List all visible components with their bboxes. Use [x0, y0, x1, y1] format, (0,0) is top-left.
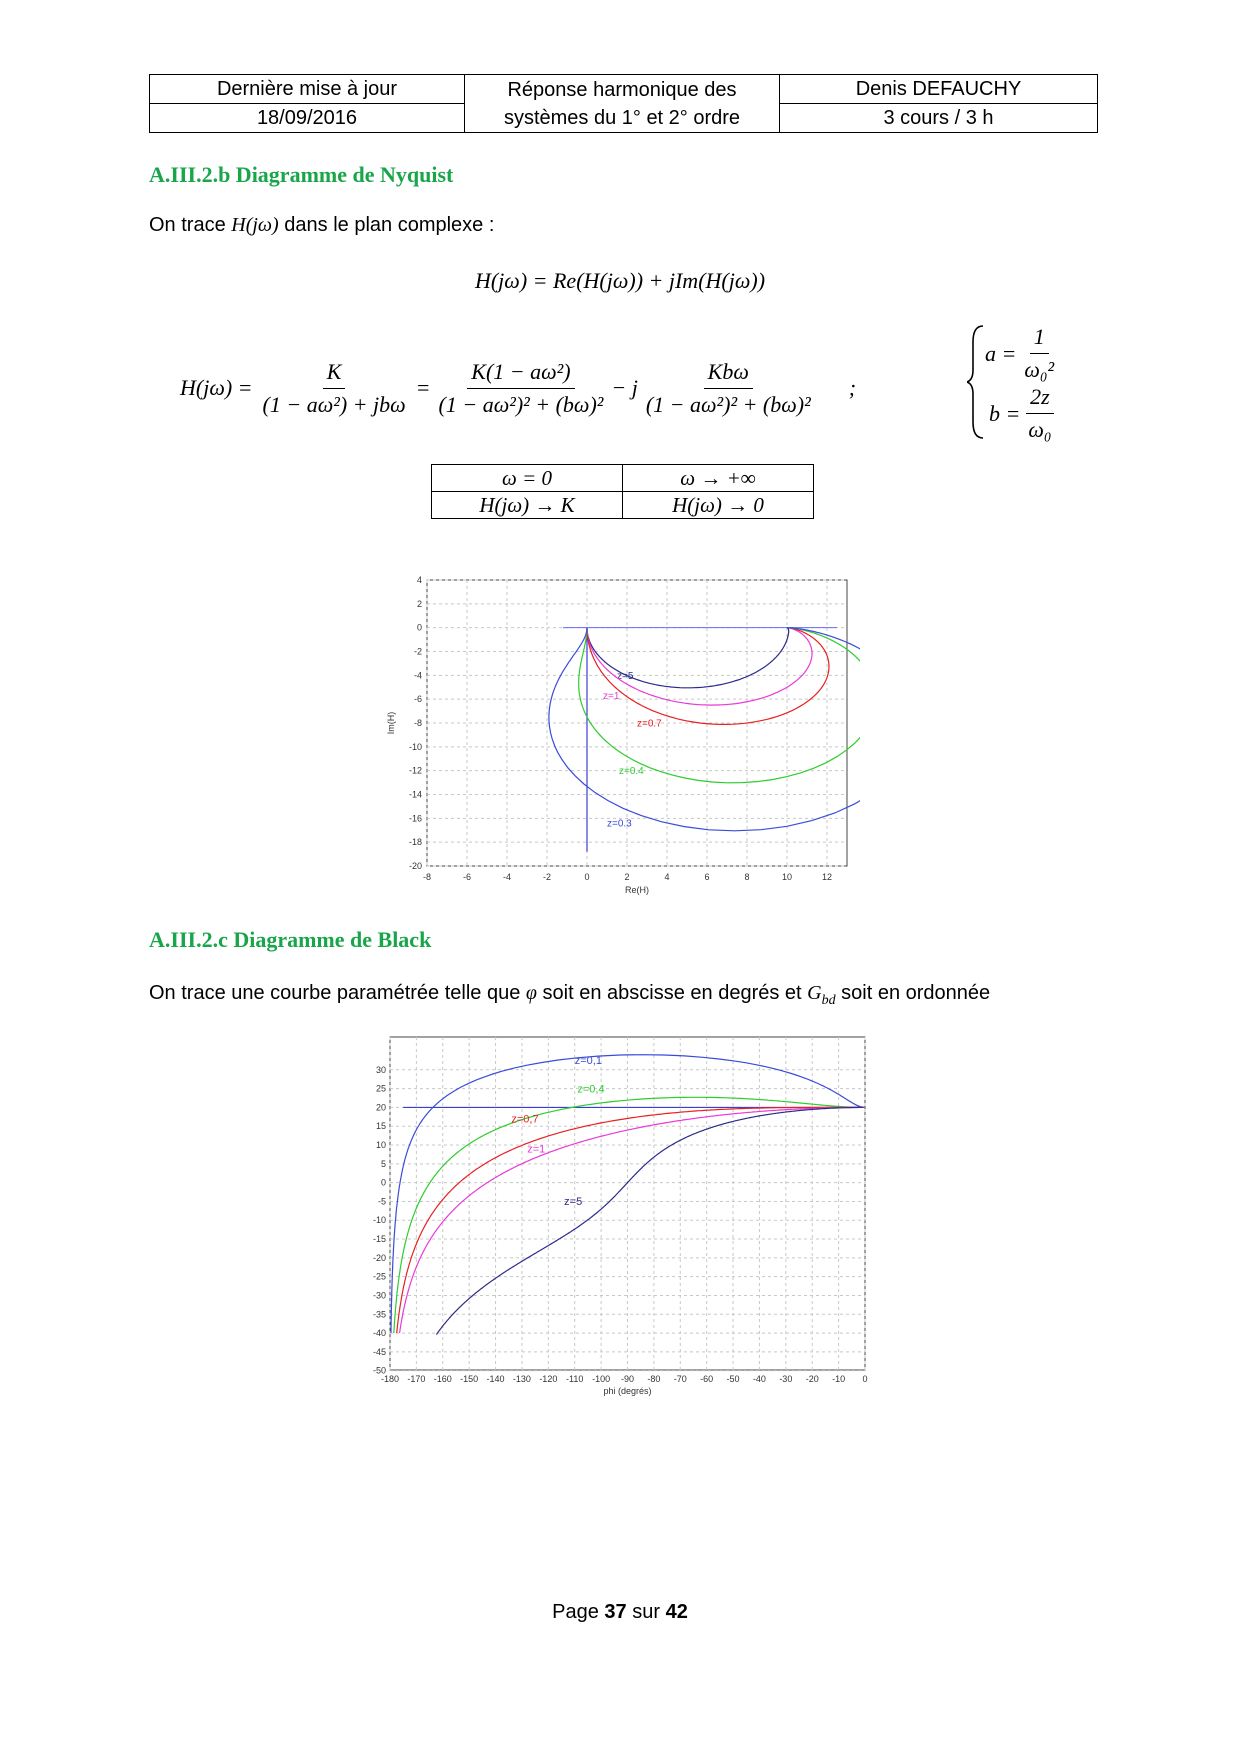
limits-cell: ω = 0: [432, 465, 623, 492]
y-tick-label: 10: [375, 1140, 386, 1151]
series-label: z=0,4: [577, 1083, 605, 1096]
nyquist-intro: [149, 214, 494, 237]
param-b-den: ω₀: [1028, 417, 1052, 442]
fraction-3-den: (1 − aω²)² + (bω)²: [645, 391, 811, 417]
y-tick-label: -4: [413, 670, 422, 681]
y-tick-label: 0: [416, 622, 422, 633]
section-heading-nyquist: A.III.2.b Diagramme de Nyquist: [149, 162, 454, 187]
header-title-line2: systèmes du 1° et 2° ordre: [503, 106, 741, 129]
x-tick-label: -110: [566, 1374, 584, 1384]
series-label: z=1: [603, 691, 620, 703]
x-tick-label: 0: [862, 1374, 868, 1384]
black-intro-c: soit en ordonnée: [835, 982, 991, 1004]
y-tick-label: -15: [372, 1234, 386, 1245]
x-tick-label: 8: [744, 872, 750, 882]
x-tick-label: 0: [584, 872, 590, 882]
y-tick-label: 2: [416, 598, 422, 609]
x-tick-label: -30: [779, 1374, 793, 1384]
x-tick-label: 12: [821, 872, 833, 882]
y-tick-label: -45: [372, 1346, 386, 1357]
x-tick-label: -20: [805, 1374, 819, 1384]
series-label: z=5: [617, 670, 634, 682]
y-axis-label: Im(H): [386, 711, 396, 735]
fraction-1-den: (1 − aω²) + jbω: [262, 391, 406, 417]
x-tick-label: -80: [647, 1374, 661, 1384]
y-tick-label: 4: [416, 575, 422, 585]
limits-table: [431, 464, 814, 519]
y-tick-label: -35: [372, 1309, 386, 1320]
x-tick-label: -50: [726, 1374, 740, 1384]
y-tick-label: -14: [408, 789, 422, 800]
fraction-3: [642, 359, 815, 418]
y-tick-label: -40: [372, 1328, 386, 1339]
x-axis-label: Re(H): [625, 885, 649, 895]
fraction-2-num: K(1 − aω²): [467, 359, 574, 389]
black-intro-g-sub: bd: [821, 993, 836, 1008]
series-label: z=0.7: [637, 718, 662, 730]
parameter-system: [967, 322, 1097, 442]
x-axis-label: phi (degrés): [603, 1386, 652, 1396]
x-tick-label: -120: [539, 1374, 558, 1384]
left-brace: [967, 322, 987, 442]
footer-middle: sur: [626, 1601, 666, 1623]
x-tick-label: -40: [752, 1374, 766, 1384]
param-a: [985, 324, 1058, 383]
nyquist-intro-math: H(jω): [231, 214, 279, 236]
nyquist-intro-suffix: dans le plan complexe :: [278, 214, 495, 236]
y-tick-label: -25: [372, 1271, 386, 1282]
limits-cell: ω → +∞: [623, 465, 814, 492]
eq-equals: =: [415, 375, 431, 400]
x-tick-label: -60: [700, 1374, 714, 1384]
x-tick-label: -180: [380, 1374, 400, 1384]
x-tick-label: 4: [664, 872, 670, 882]
y-tick-label: -20: [408, 861, 422, 871]
y-tick-label: -10: [372, 1215, 386, 1226]
param-a-num: 1: [1030, 324, 1049, 354]
x-tick-label: -10: [832, 1374, 846, 1384]
x-tick-label: -6: [462, 872, 472, 882]
param-b-num: 2z: [1026, 384, 1054, 414]
nyquist-chart: [380, 568, 860, 903]
x-tick-label: -70: [673, 1374, 687, 1384]
param-a-fraction: [1020, 324, 1058, 383]
x-tick-label: -160: [433, 1374, 452, 1384]
black-intro-a: On trace une courbe paramétrée telle que: [149, 982, 526, 1004]
limits-cell: H(jω) → K: [432, 492, 623, 519]
y-tick-label: 0: [380, 1177, 386, 1188]
fraction-3-num: Kbω: [704, 359, 753, 389]
y-tick-label: -5: [377, 1196, 386, 1207]
header-course: 3 cours / 3 h: [780, 104, 1098, 133]
black-chart: [360, 1032, 880, 1402]
y-tick-label: -2: [413, 646, 422, 657]
x-tick-label: -100: [592, 1374, 611, 1384]
x-tick-label: -90: [620, 1374, 635, 1384]
x-tick-label: -170: [407, 1374, 426, 1384]
x-tick-label: -2: [542, 872, 552, 882]
y-tick-label: -6: [413, 694, 422, 705]
header-title-line1: Réponse harmonique des: [507, 78, 737, 101]
eq-lhs: H(jω) =: [180, 375, 253, 400]
param-a-den: ω₀²: [1024, 357, 1055, 382]
y-tick-label: -30: [372, 1290, 386, 1301]
footer-page: 37: [604, 1601, 627, 1623]
eq-minus-j: − j: [611, 375, 638, 400]
y-tick-label: -18: [408, 837, 422, 848]
fraction-2: [435, 359, 608, 418]
section-heading-black: A.III.2.c Diagramme de Black: [149, 927, 432, 952]
black-intro-g: G: [807, 982, 822, 1004]
series-label: z=0,1: [574, 1055, 602, 1068]
equation-re-im: H(jω) = Re(H(jω)) + jIm(H(jω)): [474, 268, 766, 293]
header-table: [149, 74, 1098, 133]
y-tick-label: -16: [408, 813, 422, 824]
param-b-lhs: b =: [989, 400, 1021, 426]
x-tick-label: -130: [512, 1374, 531, 1384]
y-tick-label: -20: [372, 1252, 386, 1263]
y-tick-label: 25: [375, 1083, 386, 1094]
fraction-1-num: K: [323, 359, 346, 389]
header-author: Denis DEFAUCHY: [780, 75, 1098, 104]
param-b-fraction: [1024, 384, 1055, 443]
x-tick-label: -140: [486, 1374, 505, 1384]
nyquist-intro-prefix: On trace: [149, 214, 232, 236]
series-label: z=5: [564, 1196, 583, 1209]
header-title: [465, 75, 780, 133]
eq-separator: ;: [848, 375, 857, 400]
limits-cell: H(jω) → 0: [623, 492, 814, 519]
fraction-1: [259, 359, 410, 418]
param-b: [989, 384, 1056, 443]
y-tick-label: -50: [372, 1365, 386, 1376]
x-tick-label: 2: [624, 872, 630, 882]
y-tick-label: 30: [375, 1064, 386, 1075]
y-tick-label: -10: [408, 741, 422, 752]
header-date: 18/09/2016: [150, 104, 465, 133]
x-tick-label: -8: [422, 872, 432, 882]
page-footer: [0, 1601, 1240, 1624]
series-label: z=0.4: [619, 766, 644, 778]
header-date-label: Dernière mise à jour: [150, 75, 465, 104]
x-tick-label: -4: [502, 872, 512, 882]
y-tick-label: 20: [375, 1102, 386, 1113]
series-label: z=1: [527, 1143, 546, 1156]
y-tick-label: 15: [375, 1121, 386, 1132]
footer-prefix: Page: [552, 1601, 605, 1623]
x-tick-label: -150: [460, 1374, 479, 1384]
param-a-lhs: a =: [985, 340, 1017, 366]
y-tick-label: 5: [380, 1158, 386, 1169]
fraction-2-den: (1 − aω²)² + (bω)²: [438, 391, 604, 417]
black-intro-phi: φ: [525, 982, 537, 1004]
x-tick-label: 10: [781, 872, 793, 882]
footer-total: 42: [665, 1601, 688, 1623]
x-tick-label: 6: [704, 872, 710, 882]
black-intro-b: soit en abscisse en degrés et: [536, 982, 808, 1004]
y-tick-label: -12: [408, 765, 422, 776]
series-label: z=0,7: [511, 1113, 539, 1126]
equation-h-decomposition: [180, 348, 856, 428]
series-label: z=0.3: [607, 818, 632, 830]
black-intro: [149, 982, 990, 1009]
y-tick-label: -8: [413, 718, 422, 728]
